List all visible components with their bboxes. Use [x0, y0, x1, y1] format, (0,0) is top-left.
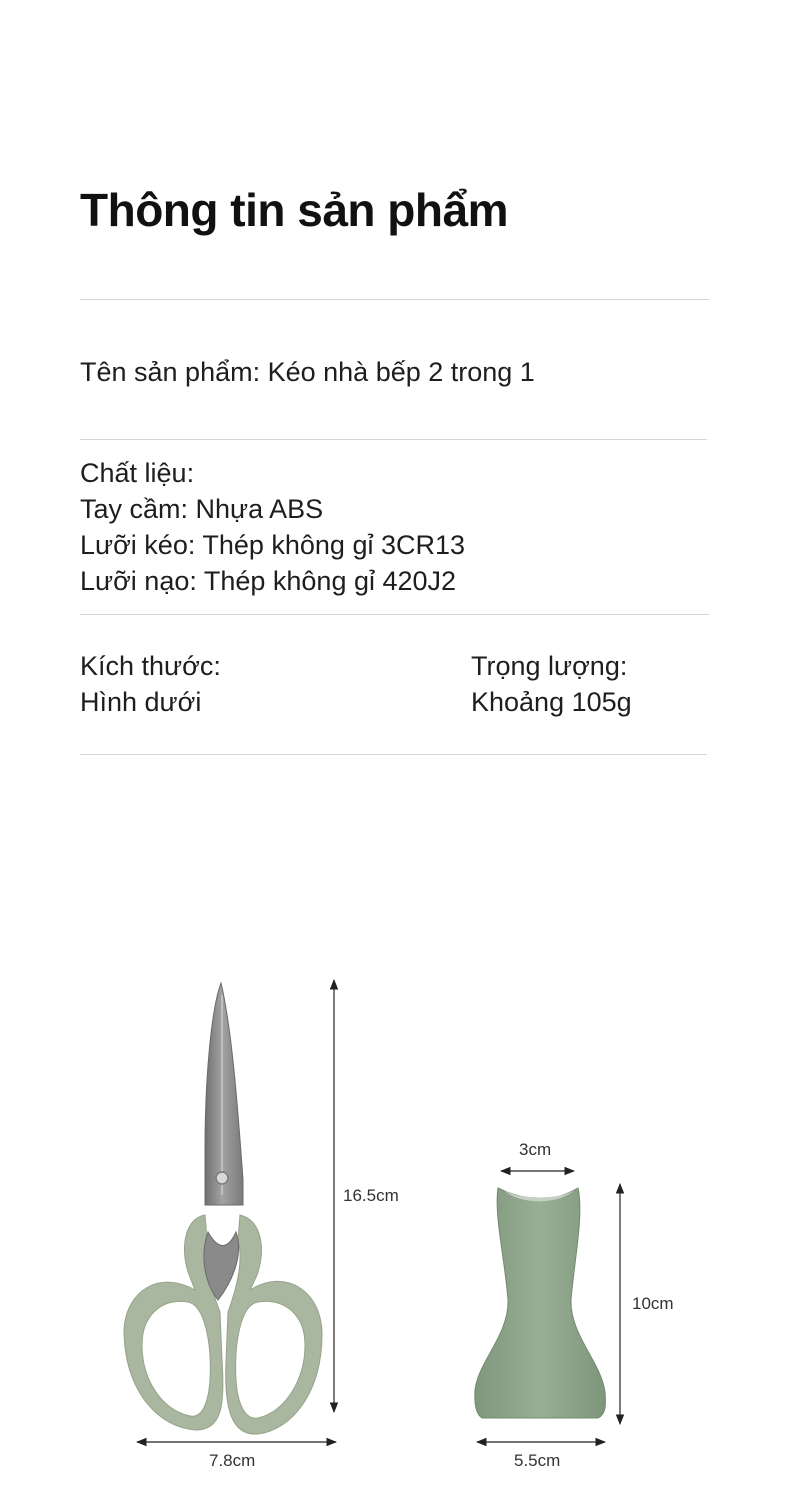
- grater-bottom-label: 5.5cm: [514, 1451, 561, 1470]
- weight-value: Khoảng 105g: [471, 687, 632, 717]
- scissors-handle-right: [226, 1215, 322, 1434]
- material-blade: Lưỡi kéo: Thép không gỉ 3CR13: [80, 530, 466, 560]
- scissors-height-label: 16.5cm: [343, 1186, 399, 1205]
- grater-top-label: 3cm: [519, 1140, 552, 1159]
- page-title: Thông tin sản phẩm: [80, 184, 508, 236]
- material-grater: Lưỡi nạo: Thép không gỉ 420J2: [80, 566, 457, 596]
- grater-height-label: 10cm: [632, 1294, 674, 1313]
- grater-image: [475, 1188, 606, 1418]
- material-handle: Tay cầm: Nhựa ABS: [80, 494, 324, 524]
- pivot-screw-icon: [216, 1172, 228, 1184]
- scissors-image: [124, 983, 322, 1434]
- size-value: Hình dưới: [80, 687, 202, 717]
- weight-heading: Trọng lượng:: [471, 651, 628, 681]
- material-heading: Chất liệu:: [80, 458, 195, 488]
- product-name: Tên sản phẩm: Kéo nhà bếp 2 trong 1: [80, 357, 535, 387]
- size-heading: Kích thước:: [80, 651, 221, 681]
- grater-body: [475, 1188, 606, 1418]
- scissors-width-label: 7.8cm: [209, 1451, 256, 1470]
